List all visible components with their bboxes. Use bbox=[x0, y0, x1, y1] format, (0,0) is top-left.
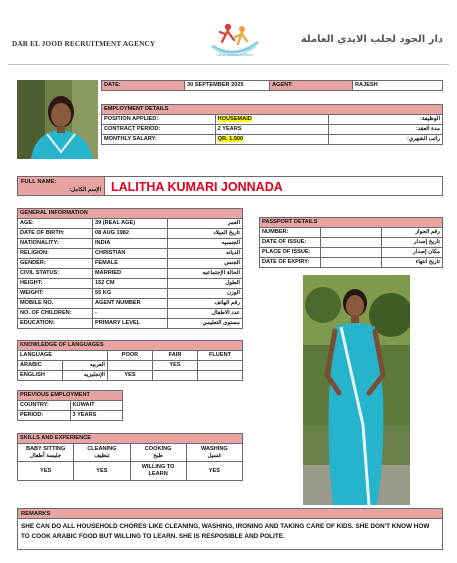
candidate-photo-small bbox=[17, 80, 98, 159]
previous-label: COUNTRY: bbox=[18, 401, 71, 411]
previous-employment-title: PREVIOUS EMPLOYMENT bbox=[18, 391, 123, 401]
employment-label: MONTHLY SALARY: bbox=[102, 135, 216, 145]
general-label-arabic: الطول bbox=[168, 279, 243, 289]
general-label-arabic: تاريخ الميلاد bbox=[168, 229, 243, 239]
previous-label: PERIOD: bbox=[18, 411, 71, 421]
header-divider bbox=[8, 64, 449, 65]
passport-label-arabic: رقم الجواز bbox=[382, 228, 443, 238]
general-value: FEMALE bbox=[93, 259, 168, 269]
general-row bbox=[18, 229, 243, 239]
employment-details-table bbox=[101, 104, 443, 145]
previous-value: 3 YEARS bbox=[70, 411, 123, 421]
general-label: MOBILE NO. bbox=[18, 299, 93, 309]
position-value: HOUSEMAID bbox=[217, 116, 252, 122]
passport-details-title: PASSPORT DETAILS bbox=[260, 218, 443, 228]
remarks-title: REMARKS bbox=[18, 509, 442, 519]
general-row bbox=[18, 309, 243, 319]
languages-header-row bbox=[18, 351, 243, 361]
passport-value bbox=[321, 238, 382, 248]
general-row bbox=[18, 279, 243, 289]
languages-table bbox=[17, 340, 243, 381]
general-label: CIVIL STATUS: bbox=[18, 269, 93, 279]
previous-row bbox=[18, 411, 123, 421]
general-row bbox=[18, 269, 243, 279]
skills-title: SKILLS AND EXPERIENCE bbox=[18, 434, 243, 444]
general-value: CHRISTIAN bbox=[93, 249, 168, 259]
fluent-column-header: FLUENT bbox=[198, 351, 243, 361]
general-value: MARRIED bbox=[93, 269, 168, 279]
general-row bbox=[18, 249, 243, 259]
passport-label-arabic: تاريخ انتهاء bbox=[382, 258, 443, 268]
remarks-text: SHE CAN DO ALL HOUSEHOLD CHORES LIKE CLEANING, WASHING, IRONING AND TAKING CARE OF KIDS. SHE DON'T KNOW HOW TO COOK ARABIC FOOD BUT WILLING TO LEARN. SHE IS RESPOSIBLE AND POLITE. bbox=[21, 523, 430, 540]
language-row bbox=[18, 361, 243, 371]
language-name-arabic: الإنجليزيه bbox=[63, 371, 108, 381]
passport-label-arabic: تاريخ إصدار bbox=[382, 238, 443, 248]
general-label-arabic: الوزن bbox=[168, 289, 243, 299]
general-row bbox=[18, 239, 243, 249]
candidate-photo-full bbox=[303, 275, 410, 505]
general-information-table bbox=[17, 208, 243, 329]
employment-label-arabic: الوظيفة: bbox=[329, 115, 443, 125]
contract-value: 2 YEARS bbox=[215, 125, 329, 135]
full-name-value-box bbox=[105, 176, 443, 196]
language-fluent bbox=[198, 371, 243, 381]
passport-label: DATE OF ISSUE: bbox=[260, 238, 321, 248]
passport-value bbox=[321, 228, 382, 238]
employment-row bbox=[102, 135, 443, 145]
general-label: DATE OF BIRTH: bbox=[18, 229, 93, 239]
skills-table bbox=[17, 433, 243, 481]
passport-label: PLACE OF ISSUE: bbox=[260, 248, 321, 258]
language-name: ENGLISH bbox=[18, 371, 63, 381]
general-label-arabic: الحالة الإجتماعيه bbox=[168, 269, 243, 279]
general-label-arabic: عدد الاطفال bbox=[168, 309, 243, 319]
general-value: AGENT NUMBER bbox=[93, 299, 168, 309]
salary-value: QR. 1,500 bbox=[217, 136, 244, 142]
general-label-arabic: الديانه bbox=[168, 249, 243, 259]
general-label: NATIONALITY: bbox=[18, 239, 93, 249]
full-name-label: FULL NAME: bbox=[21, 179, 57, 185]
general-label: EDUCATION: bbox=[18, 319, 93, 329]
passport-details-table bbox=[259, 217, 443, 268]
date-label: DATE: bbox=[102, 81, 185, 91]
language-column-header: LANGUAGE bbox=[18, 351, 108, 361]
full-name-label-arabic: الإسم الكامل: bbox=[69, 187, 101, 193]
employment-label: CONTRACT PERIOD: bbox=[102, 125, 216, 135]
fair-column-header: FAIR bbox=[153, 351, 198, 361]
passport-value bbox=[321, 258, 382, 268]
general-value: 39 (REAL AGE) bbox=[93, 219, 168, 229]
general-row bbox=[18, 259, 243, 269]
passport-label: NUMBER: bbox=[260, 228, 321, 238]
full-name-value: LALITHA KUMARI JONNADA bbox=[111, 180, 283, 194]
general-value: 08 AUG 1982 bbox=[93, 229, 168, 239]
agent-value: RAJESH bbox=[353, 81, 443, 91]
general-row bbox=[18, 219, 243, 229]
general-label: HEIGHT: bbox=[18, 279, 93, 289]
previous-value: KUWAIT bbox=[70, 401, 123, 411]
previous-employment-table bbox=[17, 390, 123, 421]
general-label-arabic: مستوى التعليمي bbox=[168, 319, 243, 329]
skill-baby-sitting-header: BABY SITTING جليسة أطفال bbox=[18, 444, 74, 462]
passport-row bbox=[260, 248, 443, 258]
date-value: 30 SEPTEMBER 2025 bbox=[185, 81, 270, 91]
general-label-arabic: الجنس bbox=[168, 259, 243, 269]
skill-baby-sitting-value: YES bbox=[18, 462, 74, 481]
language-name: ARABIC bbox=[18, 361, 63, 371]
poor-column-header: POOR bbox=[108, 351, 153, 361]
passport-label: DATE OF EXPIRY: bbox=[260, 258, 321, 268]
skills-value-row bbox=[18, 462, 243, 481]
languages-title: KNOWLEDGE OF LANGUAGES bbox=[18, 341, 243, 351]
general-value: INDIA bbox=[93, 239, 168, 249]
language-poor: YES bbox=[108, 371, 153, 381]
passport-row bbox=[260, 258, 443, 268]
passport-row bbox=[260, 238, 443, 248]
previous-row bbox=[18, 401, 123, 411]
employment-label-arabic: راتب الشهري: bbox=[329, 135, 443, 145]
agency-logo bbox=[206, 20, 264, 60]
general-label: WEIGHT: bbox=[18, 289, 93, 299]
employment-label-arabic: مدة العقد: bbox=[329, 125, 443, 135]
remarks-box bbox=[17, 508, 443, 550]
language-poor bbox=[108, 361, 153, 371]
language-row bbox=[18, 371, 243, 381]
language-fair bbox=[153, 371, 198, 381]
employment-row bbox=[102, 115, 443, 125]
general-label: GENDER: bbox=[18, 259, 93, 269]
skill-cooking-value: WILLING TO LEARN bbox=[130, 462, 186, 481]
employment-details-title: EMPLOYMENT DETAILS bbox=[102, 105, 443, 115]
employment-row bbox=[102, 125, 443, 135]
general-value: PRIMARY LEVEL bbox=[93, 319, 168, 329]
date-agent-table bbox=[101, 80, 443, 91]
skills-header-row bbox=[18, 444, 243, 462]
general-row bbox=[18, 319, 243, 329]
skill-cooking-header: COOKING طبخ bbox=[130, 444, 186, 462]
agent-label: AGENT: bbox=[270, 81, 353, 91]
logo-caption: DAR EL JOOD RECRUITMENT bbox=[216, 54, 254, 57]
general-value: - bbox=[93, 309, 168, 319]
general-value: 55 KG bbox=[93, 289, 168, 299]
general-label: AGE: bbox=[18, 219, 93, 229]
employment-label: POSITION APPLIED: bbox=[102, 115, 216, 125]
skill-cleaning-header: CLEANING تنظيف bbox=[74, 444, 130, 462]
general-label-arabic: العمر bbox=[168, 219, 243, 229]
general-row bbox=[18, 299, 243, 309]
general-information-title: GENERAL INFORMATION bbox=[18, 209, 243, 219]
general-label: RELIGION: bbox=[18, 249, 93, 259]
passport-label-arabic: مكان إصدار bbox=[382, 248, 443, 258]
general-label-arabic: الجنسيه bbox=[168, 239, 243, 249]
general-value: 152 CM bbox=[93, 279, 168, 289]
general-label: NO. OF CHILDREN: bbox=[18, 309, 93, 319]
language-fair: YES bbox=[153, 361, 198, 371]
general-row bbox=[18, 289, 243, 299]
general-label-arabic: رقم الهاتف bbox=[168, 299, 243, 309]
passport-value bbox=[321, 248, 382, 258]
language-fluent bbox=[198, 361, 243, 371]
full-name-label-box bbox=[17, 176, 105, 196]
agency-name-english: DAR EL JOOD RECRUITMENT AGENCY bbox=[12, 40, 156, 48]
skill-washing-value: YES bbox=[186, 462, 242, 481]
skill-washing-header: WASHING غسيل bbox=[186, 444, 242, 462]
passport-row bbox=[260, 228, 443, 238]
language-name-arabic: العربيه bbox=[63, 361, 108, 371]
skill-cleaning-value: YES bbox=[74, 462, 130, 481]
agency-name-arabic: دار الجود لجلب الايدي العاملة bbox=[300, 34, 443, 45]
